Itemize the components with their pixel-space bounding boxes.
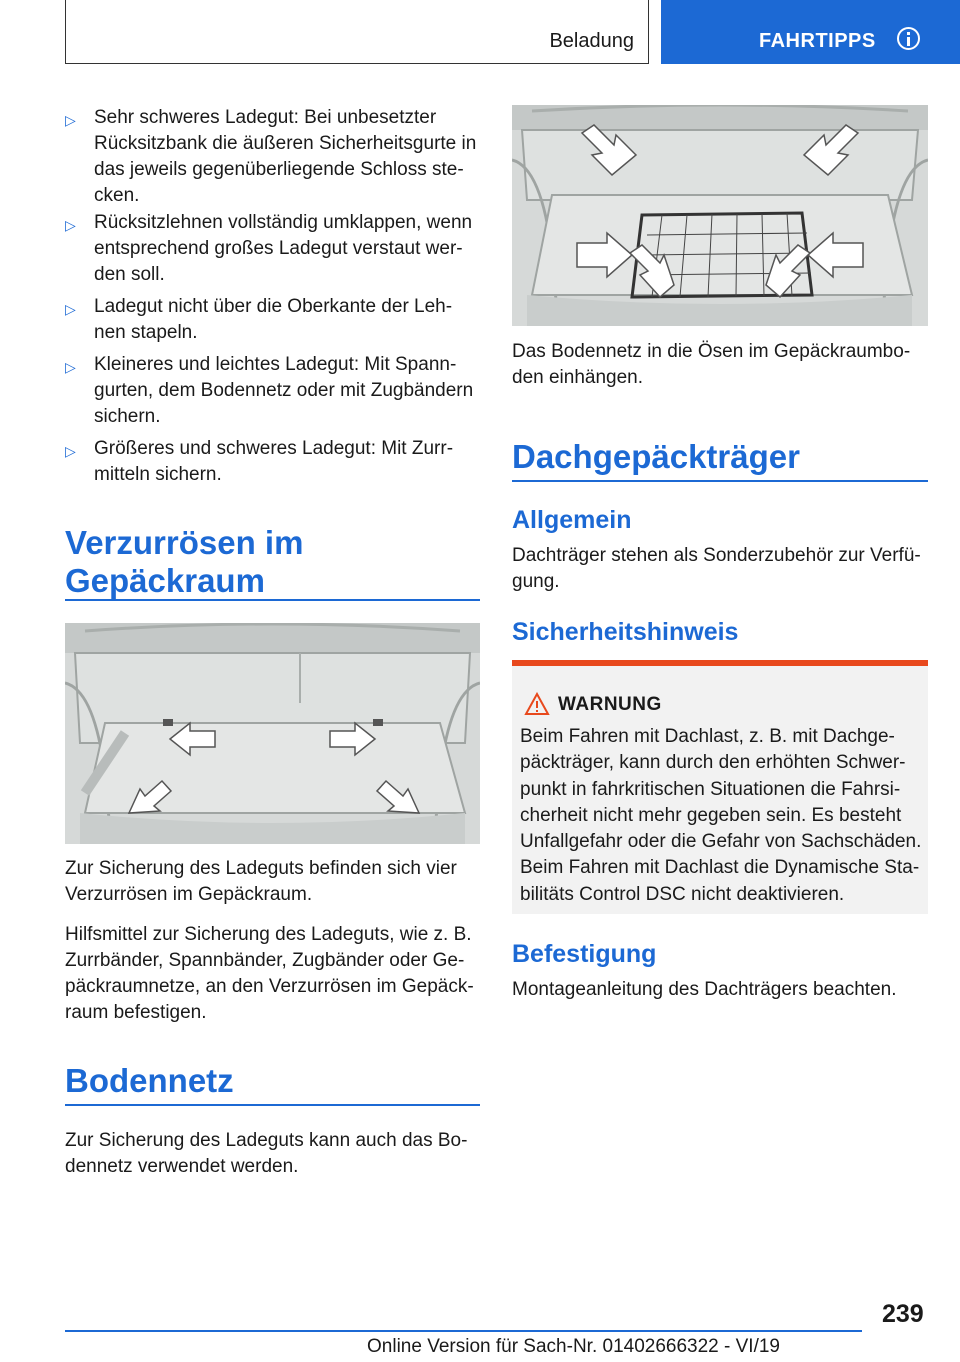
- text-line: Beim Fahren mit Dachlast die Dynamische Sta-: [520, 857, 920, 879]
- floor-net-illustration: [512, 105, 928, 326]
- bullet-line: Rücksitzlehnen vollständig umklappen, wenn: [94, 212, 473, 233]
- text-line: cherheit nicht mehr gegeben sein. Es besteht: [520, 804, 902, 826]
- heading-bodennetz: Bodennetz: [65, 1062, 234, 1099]
- bullet-line: Ladegut nicht über die Oberkante der Leh-: [94, 296, 453, 317]
- bullet-triangle-icon: ▷: [65, 217, 76, 233]
- paragraph-allgemein: [512, 543, 928, 595]
- text-line: gung.: [512, 571, 560, 592]
- header-section-box: [65, 0, 649, 64]
- paragraph-aids: [65, 922, 480, 1026]
- text-line: päckraumnetze, an den Verzurrösen im Gepäck-: [65, 976, 474, 997]
- text-line: Zur Sicherung des Ladeguts kann auch das Bo-: [65, 1130, 468, 1151]
- warning-triangle-icon: [524, 692, 550, 716]
- heading-rule: [65, 599, 480, 601]
- text-line: punkt in fahrkritischen Situationen die Fahrsi-: [520, 778, 901, 800]
- text-line: den einhängen.: [512, 367, 644, 388]
- text-line: Verzurrösen im Gepäckraum.: [65, 884, 313, 905]
- bullet-triangle-icon: ▷: [65, 112, 76, 128]
- text-line: raum befestigen.: [65, 1002, 207, 1023]
- trunk-illustration: [65, 623, 480, 844]
- text-line: Hilfsmittel zur Sicherung des Ladeguts, wie z. B.: [65, 924, 472, 945]
- bullet-line: das jeweils gegenüberliegende Schloss ste-: [94, 159, 464, 180]
- text-line: Das Bodennetz in die Ösen im Gepäckraumbo-: [512, 341, 911, 362]
- subheading-befestigung: Befestigung: [512, 940, 657, 968]
- bullet-line: cken.: [94, 185, 140, 206]
- warning-body: [520, 724, 922, 908]
- heading-dachgepaecktraeger: Dachgepäckträger: [512, 438, 800, 475]
- bullet-triangle-icon: ▷: [65, 301, 76, 317]
- bullet-line: gurten, dem Bodennetz oder mit Zugbändern: [94, 380, 474, 401]
- text-line: Dachträger stehen als Sonderzubehör zur Verfü-: [512, 545, 921, 566]
- bullet-triangle-icon: ▷: [65, 359, 76, 375]
- bullet-line: Größeres und schweres Ladegut: Mit Zurr-: [94, 438, 454, 459]
- paragraph-floor-net: [65, 1128, 480, 1180]
- text-line: Zur Sicherung des Ladeguts befinden sich vier: [65, 858, 457, 879]
- header-section-label: Beladung: [549, 30, 634, 52]
- warning-title: WARNUNG: [558, 694, 662, 715]
- bullet-line: entsprechend großes Ladegut verstaut wer-: [94, 238, 463, 259]
- header-chapter-label: FAHRTIPPS: [759, 30, 876, 52]
- bullet-line: Rücksitzbank die äußeren Sicherheitsgurte in: [94, 133, 477, 154]
- floor-net-image: [512, 105, 928, 326]
- footer-rule: [65, 1330, 862, 1332]
- text-line: Beim Fahren mit Dachlast, z. B. mit Dachge-: [520, 726, 895, 747]
- bullet-triangle-icon: ▷: [65, 443, 76, 459]
- footer-online-version: Online Version für Sach-Nr. 01402666322 - VI/19: [367, 1336, 780, 1357]
- text-line: Unfallgefahr oder die Gefahr von Sachschäden.: [520, 831, 922, 853]
- caption-floor-net: [512, 339, 928, 391]
- text-line: Zurrbänder, Spannbänder, Zugbänder oder Ge-: [65, 950, 465, 971]
- header-chapter-tab[interactable]: [661, 0, 960, 64]
- bullet-line: Kleineres und leichtes Ladegut: Mit Spann-: [94, 354, 457, 375]
- bullet-line: sichern.: [94, 406, 161, 427]
- bullet-line: den soll.: [94, 264, 165, 285]
- bullet-line: Sehr schweres Ladegut: Bei unbesetzter: [94, 107, 437, 128]
- bullet-line: nen stapeln.: [94, 322, 198, 343]
- trunk-lashing-eyes-image: [65, 623, 480, 844]
- subheading-sicherheitshinweis: Sicherheitshinweis: [512, 618, 739, 646]
- page-number: 239: [882, 1300, 924, 1328]
- heading-rule: [512, 480, 928, 482]
- heading-line: Gepäckraum: [65, 562, 265, 599]
- bullet-line: mitteln sichern.: [94, 464, 222, 485]
- heading-rule: [65, 1104, 480, 1106]
- text-line: päckträger, kann durch den erhöhten Schwer-: [520, 752, 906, 774]
- subheading-allgemein: Allgemein: [512, 506, 632, 534]
- warning-box: [512, 660, 928, 914]
- heading-verzurroesen: [65, 524, 303, 600]
- caption-lashing-eyes: [65, 856, 480, 908]
- paragraph-befestigung: Montageanleitung des Dachträgers beachten.: [512, 979, 897, 1000]
- heading-line: Verzurrösen im: [65, 524, 304, 561]
- info-icon[interactable]: [897, 27, 920, 50]
- text-line: dennetz verwendet werden.: [65, 1156, 299, 1177]
- text-line: bilitäts Control DSC nicht deaktivieren.: [520, 883, 845, 905]
